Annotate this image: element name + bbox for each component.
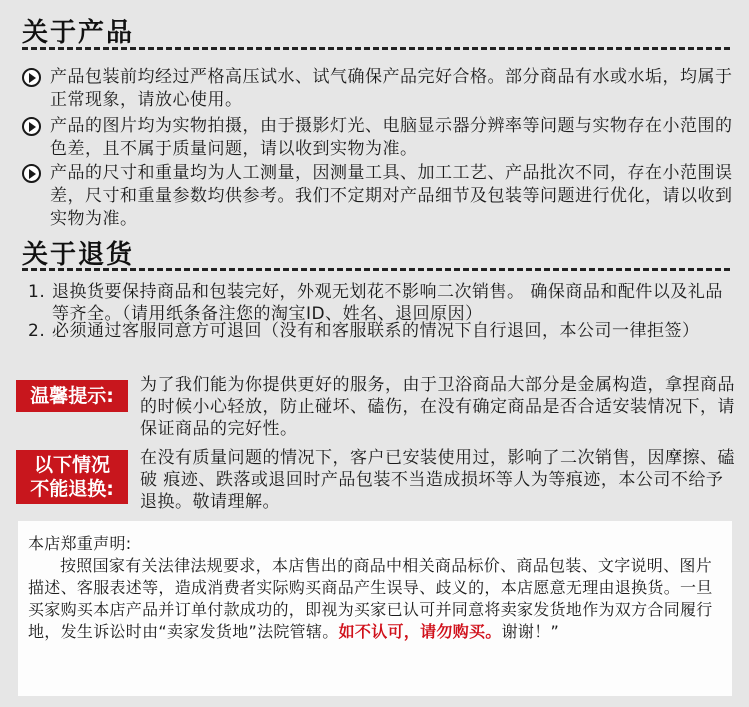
product-item-text: 产品的图片均为实物拍摄，由于摄影灯光、电脑显示器分辨率等问题与实物存在小范围的色差，且不属于质量问题，请以收到实物为准。 [50, 116, 733, 159]
list-number: 1. [28, 282, 46, 302]
product-item-text: 产品包装前均经过严格高压试水、试气确保产品完好合格。部分商品有水或水垢，均属于正常现象，请放心使用。 [50, 67, 733, 110]
notice-body-paragraph [28, 555, 720, 643]
tips-label: 温馨提示: [30, 385, 114, 407]
notice-warning: 如不认可，请勿购买。 [338, 622, 502, 641]
no-return-badge [16, 450, 128, 504]
notice-body: 按照国家有关法律法规要求，本店售出的商品中相关商品标价、商品包装、文字说明、图片描述、客服表述等，造成消费者实际购买商品产生误导、歧义的，本店愿意无理由退换货。一旦买家购买本店产品并订单付款成功的，即视为买家已认可并同意将卖家发货地作为双方合同履行地，发生诉讼时由“卖家发货地”法院管辖。 [28, 556, 713, 641]
no-return-label-line2: 不能退换: [30, 478, 114, 500]
returns-item-text: 必须通过客服同意方可退回（没有和客服联系的情况下自行退回，本公司一律拒签） [52, 321, 700, 341]
returns-item-2 [28, 320, 734, 342]
returns-item-1 [28, 281, 734, 325]
list-number: 2. [28, 321, 46, 341]
returns-section-title: 关于退货 [22, 240, 135, 270]
store-notice [18, 521, 732, 696]
product-section-title: 关于产品 [22, 18, 135, 48]
product-item-2 [22, 115, 734, 161]
section-divider [22, 47, 730, 50]
no-return-label-line1: 以下情况 [33, 454, 110, 476]
notice-heading: 本店郑重声明: [28, 534, 132, 553]
no-return-text: 在没有质量问题的情况下，客户已安装使用过，影响了二次销售，因摩擦、磕破 痕迹、跌落或退回时产品包装不当造成损坏等人为等痕迹，本公司不给予退换。敬请理解。 [140, 448, 735, 512]
tips-text: 为了我们能为你提供更好的服务，由于卫浴商品大部分是金属构造，拿捏商品的时候小心轻放，防止碰坏、磕伤，在没有确定商品是否合适安装情况下，请保证商品的完好性。 [140, 375, 735, 439]
section-divider [22, 268, 730, 271]
arrow-right-icon [22, 164, 41, 183]
product-item-3 [22, 162, 734, 231]
product-item-1 [22, 66, 734, 112]
returns-item-text: 退换货要保持商品和包装完好，外观无划花不影响二次销售。 确保商品和配件以及礼品等齐全。（请用纸条备注您的淘宝ID、姓名、退回原因） [52, 282, 723, 324]
arrow-right-icon [22, 117, 41, 136]
notice-closing: 谢谢！” [501, 622, 560, 641]
tips-badge [16, 380, 128, 412]
product-item-text: 产品的尺寸和重量均为人工测量，因测量工具、加工工艺、产品批次不同，存在小范围误差，尺寸和重量参数均供参考。我们不定期对产品细节及包装等问题进行优化，请以收到实物为准。 [50, 163, 733, 229]
arrow-right-icon [22, 68, 41, 87]
